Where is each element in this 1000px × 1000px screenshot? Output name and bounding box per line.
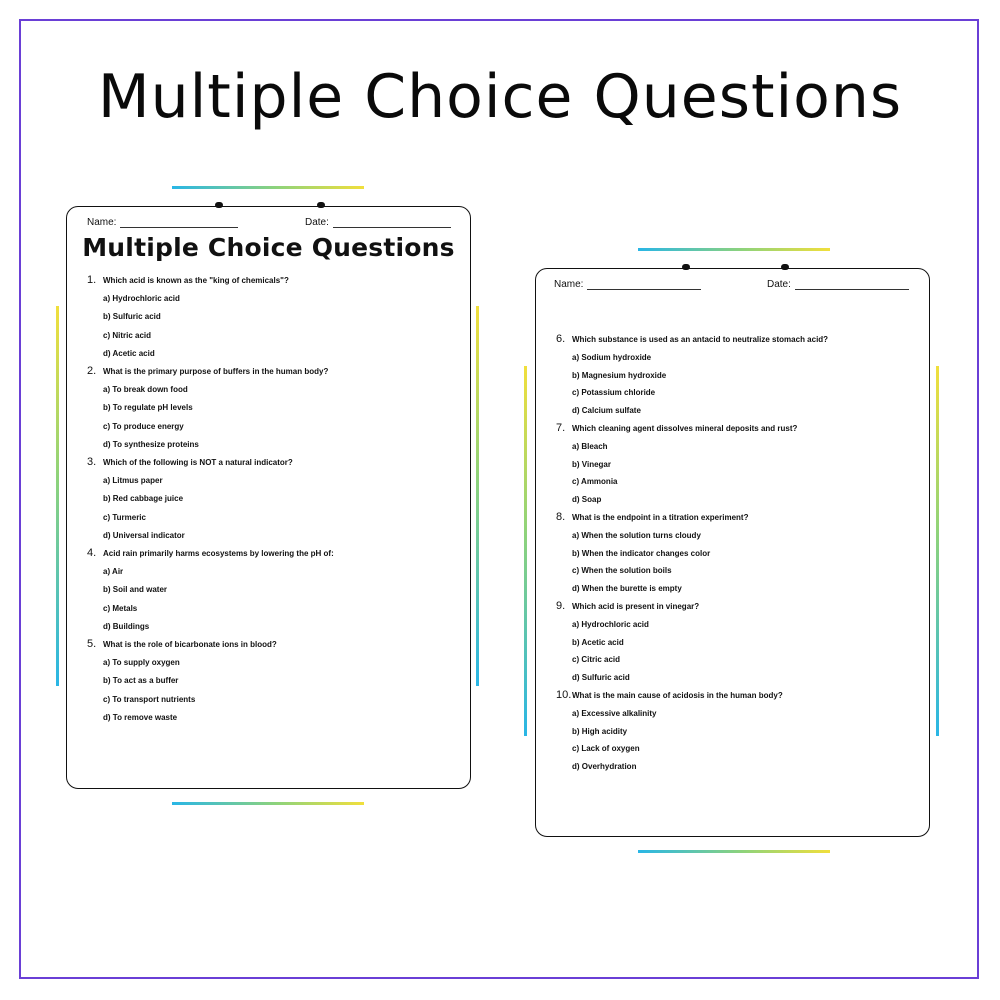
decor-line-bottom-right — [638, 850, 830, 853]
binder-clip-icon — [215, 202, 223, 208]
question-text: Which cleaning agent dissolves mineral deposits and rust? — [572, 424, 798, 433]
question-text: Which of the following is NOT a natural indicator? — [103, 458, 293, 467]
date-field[interactable] — [333, 227, 451, 228]
answer-option[interactable]: c) Ammonia — [572, 477, 618, 487]
decor-line-bottom-left — [172, 802, 364, 805]
decor-line-top-left — [172, 186, 364, 189]
answer-option[interactable]: b) Vinegar — [572, 459, 611, 469]
question-text: What is the endpoint in a titration experiment? — [572, 513, 749, 522]
name-field[interactable] — [120, 227, 238, 228]
binder-clip-icon — [682, 264, 690, 270]
answer-option[interactable]: b) To regulate pH levels — [103, 403, 193, 413]
answer-option[interactable]: c) Metals — [103, 603, 138, 613]
answer-option[interactable]: a) Hydrochloric acid — [572, 619, 649, 629]
worksheet-title: Multiple Choice Questions — [82, 233, 455, 262]
answer-option[interactable]: b) Red cabbage juice — [103, 494, 184, 504]
answer-option[interactable]: a) To break down food — [103, 385, 188, 395]
answer-option[interactable]: d) Calcium sulfate — [572, 406, 641, 416]
decor-line-right-inner — [524, 366, 527, 736]
question-text: Which acid is known as the "king of chemicals"? — [103, 276, 289, 285]
answer-option[interactable]: d) Universal indicator — [103, 530, 185, 540]
question-number: 6. — [556, 333, 566, 345]
decor-line-top-right — [638, 248, 830, 251]
answer-option[interactable]: c) Lack of oxygen — [572, 744, 640, 754]
question-number: 10. — [556, 689, 572, 701]
date-label: Date: — [767, 279, 791, 290]
question-number: 4. — [87, 547, 97, 559]
answer-option[interactable]: d) Acetic acid — [103, 348, 155, 358]
answer-option[interactable]: c) To transport nutrients — [103, 694, 196, 704]
date-field[interactable] — [795, 289, 909, 290]
binder-clip-icon — [781, 264, 789, 270]
date-label: Date: — [305, 217, 329, 228]
answer-option[interactable]: a) Bleach — [572, 441, 608, 451]
decor-line-left-outer — [56, 306, 59, 686]
answer-option[interactable]: c) Nitric acid — [103, 330, 152, 340]
binder-clip-icon — [317, 202, 325, 208]
answer-option[interactable]: c) Turmeric — [103, 512, 146, 522]
answer-option[interactable]: d) Soap — [572, 495, 602, 505]
page-title: Multiple Choice Questions — [97, 62, 903, 132]
answer-option[interactable]: b) Soil and water — [103, 585, 168, 595]
answer-option[interactable]: a) Litmus paper — [103, 476, 163, 486]
answer-option[interactable]: b) Sulfuric acid — [103, 312, 161, 322]
answer-option[interactable]: b) Acetic acid — [572, 637, 624, 647]
question-text: Which acid is present in vinegar? — [572, 602, 700, 611]
name-label: Name: — [554, 279, 584, 290]
worksheet-page-1 — [66, 206, 471, 789]
question-number: 7. — [556, 422, 566, 434]
answer-option[interactable]: a) Excessive alkalinity — [572, 708, 657, 718]
answer-option[interactable]: d) Buildings — [103, 621, 150, 631]
date-row — [767, 279, 909, 290]
date-row — [305, 217, 451, 228]
answer-option[interactable]: c) To produce energy — [103, 421, 184, 431]
answer-option[interactable]: c) Citric acid — [572, 655, 621, 665]
name-row — [87, 217, 238, 228]
question-number: 8. — [556, 511, 566, 523]
answer-option[interactable]: d) Overhydration — [572, 762, 637, 772]
question-number: 3. — [87, 456, 97, 468]
answer-option[interactable]: a) To supply oxygen — [103, 658, 180, 668]
decor-line-left-inner — [476, 306, 479, 686]
question-number: 1. — [87, 274, 97, 286]
name-field[interactable] — [587, 289, 701, 290]
answer-option[interactable]: a) When the solution turns cloudy — [572, 530, 701, 540]
answer-option[interactable]: b) High acidity — [572, 726, 628, 736]
question-text: What is the primary purpose of buffers in the human body? — [103, 367, 329, 376]
question-text: What is the main cause of acidosis in the human body? — [572, 691, 783, 700]
answer-option[interactable]: a) Hydrochloric acid — [103, 294, 180, 304]
question-text: Acid rain primarily harms ecosystems by lowering the pH of: — [103, 549, 334, 558]
answer-option[interactable]: c) When the solution boils — [572, 566, 672, 576]
answer-option[interactable]: a) Air — [103, 567, 124, 577]
answer-option[interactable]: d) Sulfuric acid — [572, 673, 630, 683]
name-label: Name: — [87, 217, 117, 228]
answer-option[interactable]: d) When the burette is empty — [572, 584, 682, 594]
answer-option[interactable]: c) Potassium chloride — [572, 388, 656, 398]
question-number: 5. — [87, 638, 97, 650]
name-row — [554, 279, 701, 290]
question-number: 2. — [87, 365, 97, 377]
answer-option[interactable]: a) Sodium hydroxide — [572, 352, 652, 362]
worksheet-page-2 — [535, 268, 930, 837]
question-number: 9. — [556, 600, 566, 612]
question-text: What is the role of bicarbonate ions in blood? — [103, 640, 277, 649]
answer-option[interactable]: b) When the indicator changes color — [572, 548, 711, 558]
answer-option[interactable]: b) To act as a buffer — [103, 676, 179, 686]
question-text: Which substance is used as an antacid to neutralize stomach acid? — [572, 335, 829, 344]
answer-option[interactable]: d) To remove waste — [103, 712, 178, 722]
answer-option[interactable]: d) To synthesize proteins — [103, 439, 199, 449]
answer-option[interactable]: b) Magnesium hydroxide — [572, 370, 667, 380]
decor-line-right-outer — [936, 366, 939, 736]
